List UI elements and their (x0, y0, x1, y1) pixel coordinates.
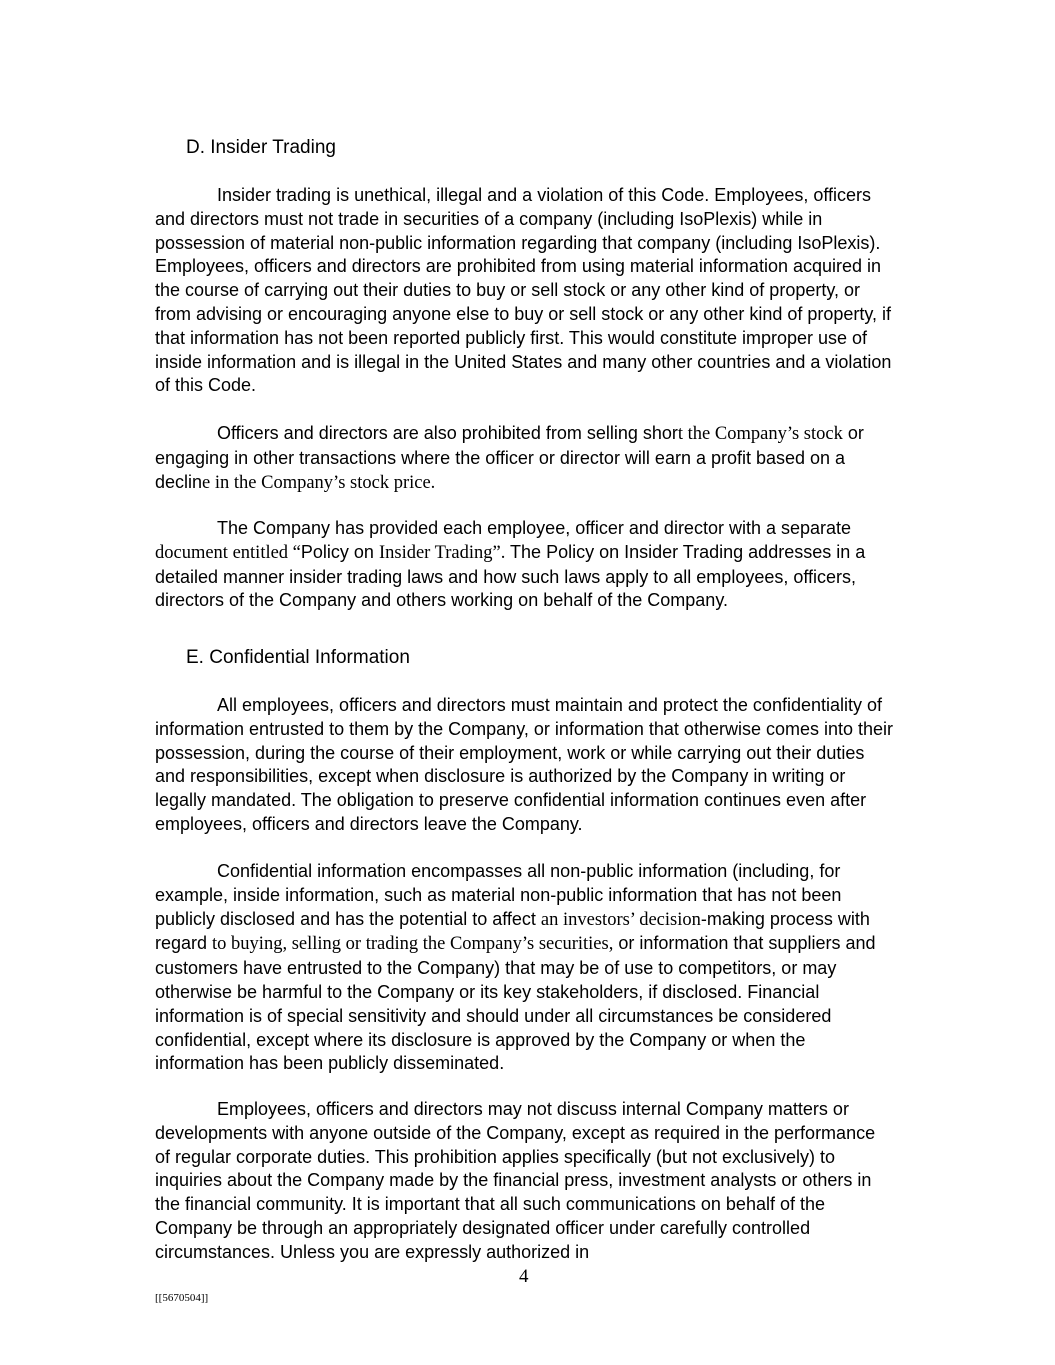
section-e-paragraph-2-part-a: Confidential information encompasses all non-public information (including, for example, inside information, such as material non-public information that has not been publicly disclosed and has the potential to affect (155, 861, 842, 929)
document-id: [[5670504]] (155, 1292, 209, 1304)
section-e-paragraph-2-part-e: or information that suppliers and customers have entrusted to the Company) that may be of use to competitors, or may otherwise be harmful to the Company or its key stakeholders, if disclosed. Financial information is of special sensitivity and should under all circumstances be considered confidential, except where its disclosure is approved by the Company or when the information has been publicly disseminated. (155, 933, 876, 1074)
section-e-paragraph-2-part-c: -making process with regard (155, 908, 870, 954)
section-d-paragraph-2-part-a: Officers and directors are also prohibited from selling shor (217, 423, 678, 443)
section-e-paragraph-3: Employees, officers and directors may not discuss internal Company matters or developments with anyone outside of the Company, except as required in the performance of regular corporate duties. This prohibition applies specifically (but not exclusively) to inquiries about the Company made by the financial press, investment analysts or others in the financial community. It is important that all such communications on behalf of the Company be through an appropriately designated officer under carefully controlled circumstances. Unless you are expressly authorized in (155, 1099, 876, 1262)
section-d-paragraph-3-part-a: The Company has provided each employee, officer and director with a separate (217, 518, 852, 538)
section-d-paragraph-3-part-e: The Policy on Insider Trading addresses in a detailed manner insider trading laws and how such laws apply to all employees, officers, directors of the Company and others working on behalf of the Company. (155, 541, 866, 611)
section-d-paragraph-2-part-b: t the Company’s stock (677, 424, 843, 444)
page-number: 4 (519, 1266, 529, 1287)
section-e-paragraph-1: All employees, officers and directors must maintain and protect the confidentiality of information entrusted to them by the Company, or information that otherwise comes into their possession, during the course of their employment, work or while carrying out their duties and responsibilities, except when disclosure is authorized by the Company in writing or legally mandated. The obligation to preserve confidential information continues even after employees, officers and directors leave the Company. (155, 695, 894, 834)
section-d-heading: D. Insider Trading (186, 137, 336, 158)
section-d-paragraph-2-part-d: e in the Company’s stock price. (202, 472, 436, 493)
section-e-heading: E. Confidential Information (186, 647, 410, 668)
section-e-paragraph-2-part-b: an investors’ decision (540, 909, 701, 930)
section-d-paragraph-3-part-d: Insider Trading”. (378, 542, 506, 563)
section-e-paragraph-2-part-d: to buying, selling or trading the Company’s securities, (212, 934, 614, 955)
section-d-paragraph-1: Insider trading is unethical, illegal and a violation of this Code. Employees, officers and directors must not trade in securities of a company (including IsoPlexis) while in possession of material non-public information regarding that company (including IsoPlexis). Employees, officers and directors are prohibited from using material information acquired in the course of carrying out their duties to buy or sell stock or any other kind of property, or from advising or encouraging anyone else to buy or sell stock or any other kind of property, if that information has not been reported publicly first. This would constitute improper use of inside information and is illegal in the United States and many other countries and a violation of this Code. (155, 185, 892, 396)
section-d-paragraph-3 (155, 517, 895, 613)
section-d-paragraph-3-part-c: Policy on (300, 541, 379, 562)
section-d-paragraph-3-part-b: document entitled “ (155, 542, 301, 563)
section-d-paragraph-2 (155, 422, 895, 495)
section-e-paragraph-2 (155, 860, 895, 1076)
section-d-paragraph-2-part-c: or engaging in other transactions where the officer or director will earn a profit based on a declin (155, 423, 864, 492)
